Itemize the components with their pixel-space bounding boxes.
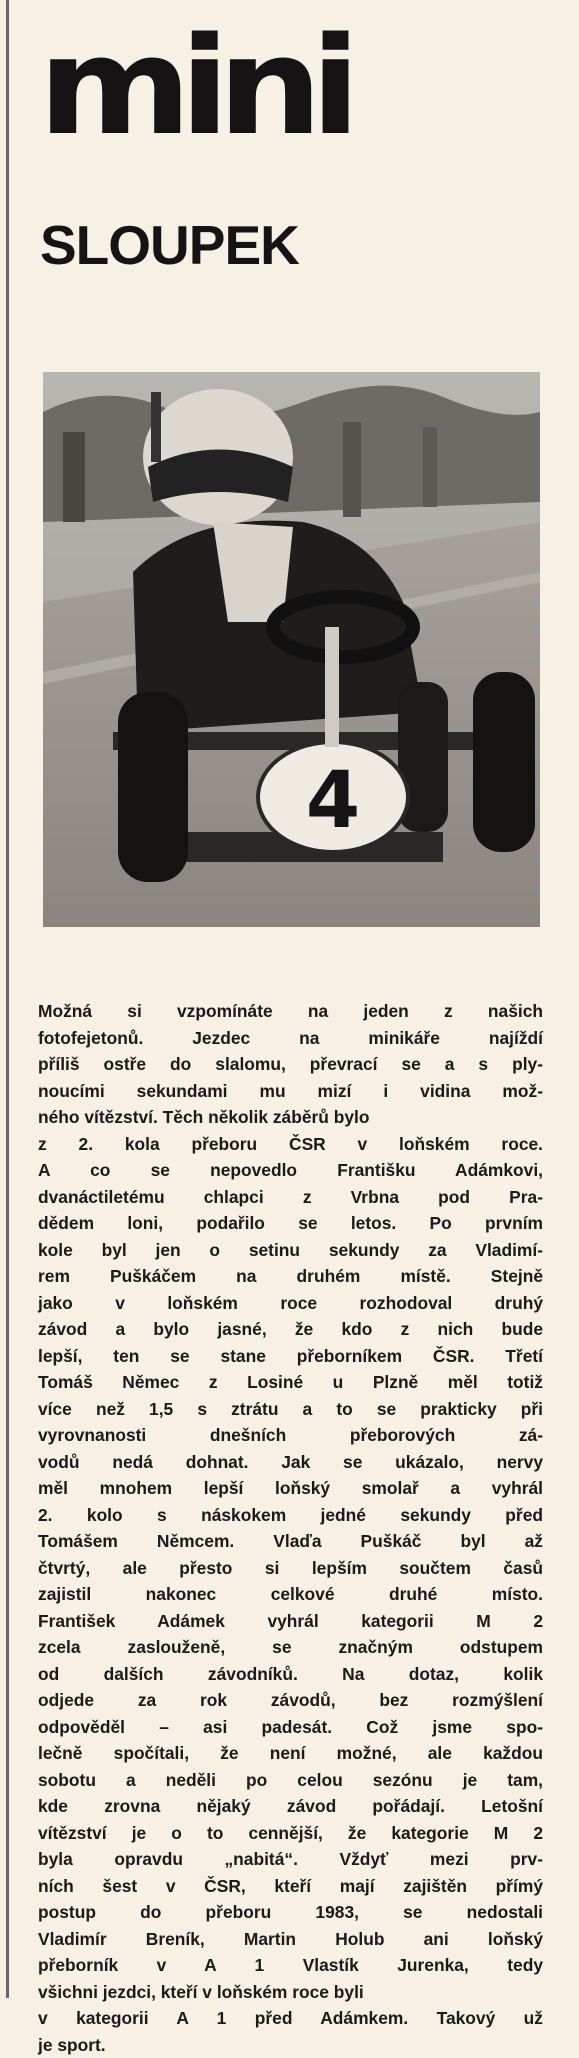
- article-line: lečně spočítali, že není možné, ale každou: [38, 1740, 543, 1767]
- article-line: Tomášem Němcem. Vlaďa Puškáč byl až: [38, 1528, 543, 1555]
- masthead-title-mini: mini: [38, 20, 348, 155]
- kart-photo: [43, 372, 540, 927]
- article-line: sobotu a neděli po celou sezónu je tam,: [38, 1767, 543, 1794]
- article-line: od dalších závodníků. Na dotaz, kolik: [38, 1661, 543, 1688]
- article-line: vyrovnanosti dnešních přeborových zá-: [38, 1422, 543, 1449]
- article-line: z 2. kola přeboru ČSR v loňském roce.: [38, 1131, 543, 1158]
- article-line: závod a bylo jasné, že kdo z nich bude: [38, 1316, 543, 1343]
- article-body: [38, 998, 543, 2058]
- article-line: vodů nedá dohnat. Jak se ukázalo, nervy: [38, 1449, 543, 1476]
- article-line: A co se nepovedlo Františku Adámkovi,: [38, 1157, 543, 1184]
- article-line: ného vítězství. Těch několik záběrů bylo: [38, 1104, 543, 1131]
- article-line: kole byl jen o setinu sekundy za Vladimí-: [38, 1237, 543, 1264]
- article-line: přeborník v A 1 Vlastík Jurenka, tedy: [38, 1952, 543, 1979]
- article-line: postup do přeboru 1983, se nedostali: [38, 1899, 543, 1926]
- article-line: ních šest v ČSR, kteří mají zajištěn přímý: [38, 1873, 543, 1900]
- article-line: příliš ostře do slalomu, převrací se a s ply-: [38, 1051, 543, 1078]
- article-line: 2. kolo s náskokem jedné sekundy před: [38, 1502, 543, 1529]
- article-line: rem Puškáčem na druhém místě. Stejně: [38, 1263, 543, 1290]
- article-line: noucími sekundami mu mizí i vidina mož-: [38, 1078, 543, 1105]
- article-line: v kategorii A 1 před Adámkem. Takový už: [38, 2005, 543, 2032]
- article-line: více než 1,5 s ztrátu a to se prakticky při: [38, 1396, 543, 1423]
- article-line: odjede za rok závodů, bez rozmýšlení: [38, 1687, 543, 1714]
- article-line: jako v loňském roce rozhodoval druhý: [38, 1290, 543, 1317]
- article-line: zcela zaslouženě, se značným odstupem: [38, 1634, 543, 1661]
- article-line: dvanáctiletému chlapci z Vrbna pod Pra-: [38, 1184, 543, 1211]
- article-line: Možná si vzpomínáte na jeden z našich: [38, 998, 543, 1025]
- article-line: vítězství je o to cennější, že kategorie M 2: [38, 1820, 543, 1847]
- article-line: lepší, ten se stane přeborníkem ČSR. Třetí: [38, 1343, 543, 1370]
- masthead: [38, 28, 543, 288]
- masthead-title-sloupek: SLOUPEK: [40, 218, 299, 273]
- kart-number: 4: [306, 756, 360, 846]
- article-line: fotofejetonů. Jezdec na minikáře najíždí: [38, 1025, 543, 1052]
- article-line: Tomáš Němec z Losiné u Plzně měl totiž: [38, 1369, 543, 1396]
- article-line: kde zrovna nějaký závod pořádají. Letošní: [38, 1793, 543, 1820]
- article-line: měl mnohem lepší loňský smolař a vyhrál: [38, 1475, 543, 1502]
- left-column-rule: [6, 0, 9, 1998]
- kart-photo-illustration: [43, 372, 540, 927]
- article-line: František Adámek vyhrál kategorii M 2: [38, 1608, 543, 1635]
- article-line: zajistil nakonec celkové druhé místo.: [38, 1581, 543, 1608]
- article-line: odpověděl – asi padesát. Což jsme spo-: [38, 1714, 543, 1741]
- article-line: byla opravdu „nabitá“. Vždyť mezi prv-: [38, 1846, 543, 1873]
- article-line: čtvrtý, ale přesto si lepším součtem časů: [38, 1555, 543, 1582]
- article-line: všichni jezdci, kteří v loňském roce byli: [38, 1979, 543, 2006]
- article-line: dědem loni, podařilo se letos. Po prvním: [38, 1210, 543, 1237]
- article-line: je sport.: [38, 2032, 543, 2058]
- article-line: Vladimír Breník, Martin Holub ani loňský: [38, 1926, 543, 1953]
